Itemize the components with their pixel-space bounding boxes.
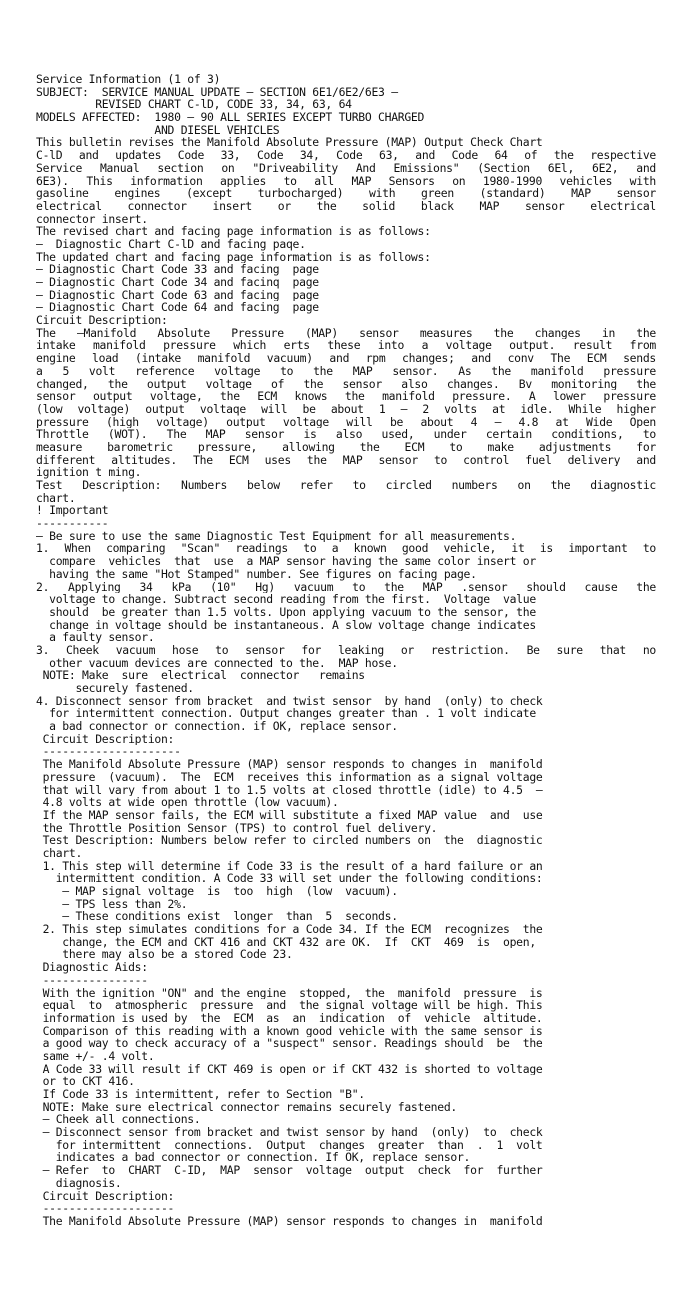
text-line: change in voltage should be instantaneous. A slow voltage change indicates xyxy=(36,618,536,632)
text-line: for intermittent connections. Output changes greater than . 1 volt xyxy=(36,1138,543,1152)
text-line: – Diagnostic Chart Code 63 and facing page xyxy=(36,288,319,302)
text-line: engine load (intake manifold vacuum) and rpm changes; and conv The ECM sends xyxy=(36,352,656,365)
text-line: – Diagnostic Chart C-lD and facing paqe. xyxy=(36,237,306,251)
text-line: 6E3). This information applies to all MAP Sensors on 1980-1990 vehicles with xyxy=(36,174,656,188)
text-line: The updated chart and facing page information is as follows: xyxy=(36,250,431,264)
text-line: If Code 33 is intermittent, refer to Section "B". xyxy=(36,1088,365,1101)
text-line: – Cheek all connections. xyxy=(36,1113,201,1127)
text-line: voltage to change. Subtract second reading from the first. Voltage value xyxy=(36,593,536,606)
text-line: connector insert. xyxy=(36,212,148,226)
text-line: Circuit Description: xyxy=(36,1189,175,1203)
text-line: Service Information (1 of 3) xyxy=(36,73,221,86)
text-line: chart. xyxy=(36,491,76,505)
text-line: information is used by the ECM as an indication of vehicle altitude. xyxy=(36,1011,543,1025)
text-line: 3. Cheek vacuum hose to sensor for leaking or restriction. Be sure that no xyxy=(36,643,656,657)
text-line: – TPS less than 2%. xyxy=(36,897,188,911)
text-line: Comparison of this reading with a known good vehicle with the same sensor is xyxy=(36,1024,543,1038)
text-line: Diagnostic Aids: xyxy=(36,961,148,974)
text-line: (low voltage) output voltaqe will be about 1 – 2 volts at idle. While higher xyxy=(36,402,656,416)
text-line: sensor output voltage, the ECM knows the manifold pressure. A lower pressure xyxy=(36,390,656,403)
text-line: Test Description: Numbers below refer to circled numbers on the diagnostic xyxy=(36,479,656,492)
text-line: ----------- xyxy=(36,517,109,530)
text-line: 4. Disconnect sensor from bracket and twist sensor by hand (only) to check xyxy=(36,694,543,708)
text-line: C-lD and updates Code 33, Code 34, Code 63, and Code 64 of the respective xyxy=(36,149,656,162)
text-line: intake manifold pressure which erts these into a voltage output. result from xyxy=(36,339,656,353)
text-line: gasoline engines (except turbocharged) with green (standard) MAP sensor xyxy=(36,187,656,200)
text-line: same +/- .4 volt. xyxy=(36,1049,155,1063)
text-line: Circuit Description: xyxy=(36,314,168,327)
text-line: ---------------- xyxy=(36,973,148,987)
text-line: – Diagnostic Chart Code 34 and facinq page xyxy=(36,276,319,289)
text-line: Circuit Description: xyxy=(36,732,175,746)
text-line: REVISED CHART C-lD, CODE 33, 34, 63, 64 xyxy=(36,98,352,112)
text-line: pressure (high voltage) output voltage will be about 4 – 4.8 at Wide Open xyxy=(36,415,656,429)
text-line: electrical connector insert or the solid black MAP sensor electrical xyxy=(36,199,656,213)
text-line: or to CKT 416. xyxy=(36,1075,135,1088)
text-line: – MAP signal voltage is too high (low vacuum). xyxy=(36,885,398,898)
text-line: If the MAP sensor fails, the ECM will substitute a fixed MAP value and use xyxy=(36,808,543,822)
text-line: With the ignition "ON" and the engine stopped, the manifold pressure is xyxy=(36,986,543,1000)
text-line: equal to atmospheric pressure and the signal voltage will be high. This xyxy=(36,999,543,1012)
text-line: – Diagnostic Chart Code 33 and facing page xyxy=(36,263,319,276)
text-line: a good way to check accuracy of a "suspect" sensor. Readings should be the xyxy=(36,1037,543,1050)
text-line: This bulletin revises the Manifold Absolute Pressure (MAP) Output Check Chart xyxy=(36,136,543,150)
text-line: measure barometric pressure, allowing the ECM to make adjustments for xyxy=(36,440,656,454)
text-line: The Manifold Absolute Pressure (MAP) sensor responds to changes in manifold xyxy=(36,758,543,771)
text-line: The revised chart and facing page information is as follows: xyxy=(36,225,431,238)
text-line: – These conditions exist longer than 5 seconds. xyxy=(36,910,398,924)
text-line: Test Description: Numbers below refer to circled numbers on the diagnostic xyxy=(36,834,543,847)
text-line: -------------------- xyxy=(36,1202,175,1215)
text-line: – Diagnostic Chart Code 64 and facing page xyxy=(36,301,319,315)
text-line: the Throttle Position Sensor (TPS) to control fuel delivery. xyxy=(36,821,438,835)
text-line: a 5 volt reference voltage to the MAP sensor. As the manifold pressure xyxy=(36,364,656,378)
text-line: a faulty sensor. xyxy=(36,631,155,644)
text-line: NOTE: Make sure electrical connector remains xyxy=(36,669,365,682)
text-line: A Code 33 will result if CKT 469 is open or if CKT 432 is shorted to voltage xyxy=(36,1062,543,1076)
text-line: NOTE: Make sure electrical connector remains securely fastened. xyxy=(36,1100,457,1114)
text-line: --------------------- xyxy=(36,745,181,759)
service-bulletin-text xyxy=(36,73,656,1228)
text-line: change, the ECM and CKT 416 and CKT 432 are OK. If CKT 469 is open, xyxy=(36,935,536,949)
text-line: indicates a bad connector or connection. If OK, replace sensor. xyxy=(36,1151,471,1165)
text-line: 1. This step will determine if Code 33 is the result of a hard failure or an xyxy=(36,859,543,873)
text-line: having the same "Hot Stamped" number. See figures on facing page. xyxy=(36,567,477,581)
text-line: changed, the output voltage of the sensor also changes. Bv monitoring the xyxy=(36,377,656,391)
text-line: 4.8 volts at wide open throttle (low vacuum). xyxy=(36,796,339,809)
text-line: 2. Applying 34 kPa (10" Hg) vacuum to the MAP .sensor should cause the xyxy=(36,580,656,594)
text-line: AND DIESEL VEHICLES xyxy=(36,123,280,137)
text-line: – Be sure to use the same Diagnostic Test Equipment for all measurements. xyxy=(36,529,517,543)
text-line: pressure (vacuum). The ECM receives this information as a signal voltage xyxy=(36,770,543,784)
text-line: for intermittent connection. Output changes greater than . 1 volt indicate xyxy=(36,707,536,721)
text-line: 1. When comparing "Scan" readings to a known good vehicle, it is important to xyxy=(36,542,656,556)
text-line: 2. This step simulates conditions for a Code 34. If the ECM recognizes the xyxy=(36,923,543,936)
text-line: compare vehicles that use a MAP sensor having the same color insert or xyxy=(36,555,536,568)
text-line: ignition t ming. xyxy=(36,466,142,479)
text-line: MODELS AFFECTED: 1980 – 90 ALL SERIES EXCEPT TURBO CHARGED xyxy=(36,111,425,124)
text-line: there may also be a stored Code 23. xyxy=(36,948,293,962)
text-line: ! Important xyxy=(36,504,109,518)
text-line: – Refer to CHART C-ID, MAP sensor voltage output check for further xyxy=(36,1164,543,1177)
text-line: Throttle (WOT). The MAP sensor is also used, under certain conditions, to xyxy=(36,428,656,441)
text-line: The –Manifold Absolute Pressure (MAP) sensor measures the changes in the xyxy=(36,326,656,340)
text-line: a bad connector or connection. if OK, replace sensor. xyxy=(36,720,398,733)
text-line: should be greater than 1.5 volts. Upon applying vacuum to the sensor, the xyxy=(36,605,536,619)
text-line: diagnosis. xyxy=(36,1176,122,1190)
text-line: securely fastened. xyxy=(36,682,194,695)
text-line: The Manifold Absolute Pressure (MAP) sensor responds to changes in manifold xyxy=(36,1214,543,1228)
text-line: that will vary from about 1 to 1.5 volts at closed throttle (idle) to 4.5 – xyxy=(36,783,543,797)
text-line: different altitudes. The ECM uses the MAP sensor to control fuel delivery and xyxy=(36,453,656,467)
text-line: SUBJECT: SERVICE MANUAL UPDATE – SECTION 6E1/6E2/6E3 – xyxy=(36,85,398,99)
text-line: intermittent condition. A Code 33 will set under the following conditions: xyxy=(36,872,543,885)
text-line: chart. xyxy=(36,846,83,860)
text-line: – Disconnect sensor from bracket and twist sensor by hand (only) to check xyxy=(36,1126,543,1139)
text-line: Service Manual section on "Driveability And Emissions" (Section 6El, 6E2, and xyxy=(36,161,656,175)
text-line: other vacuum devices are connected to the. MAP hose. xyxy=(36,656,398,670)
